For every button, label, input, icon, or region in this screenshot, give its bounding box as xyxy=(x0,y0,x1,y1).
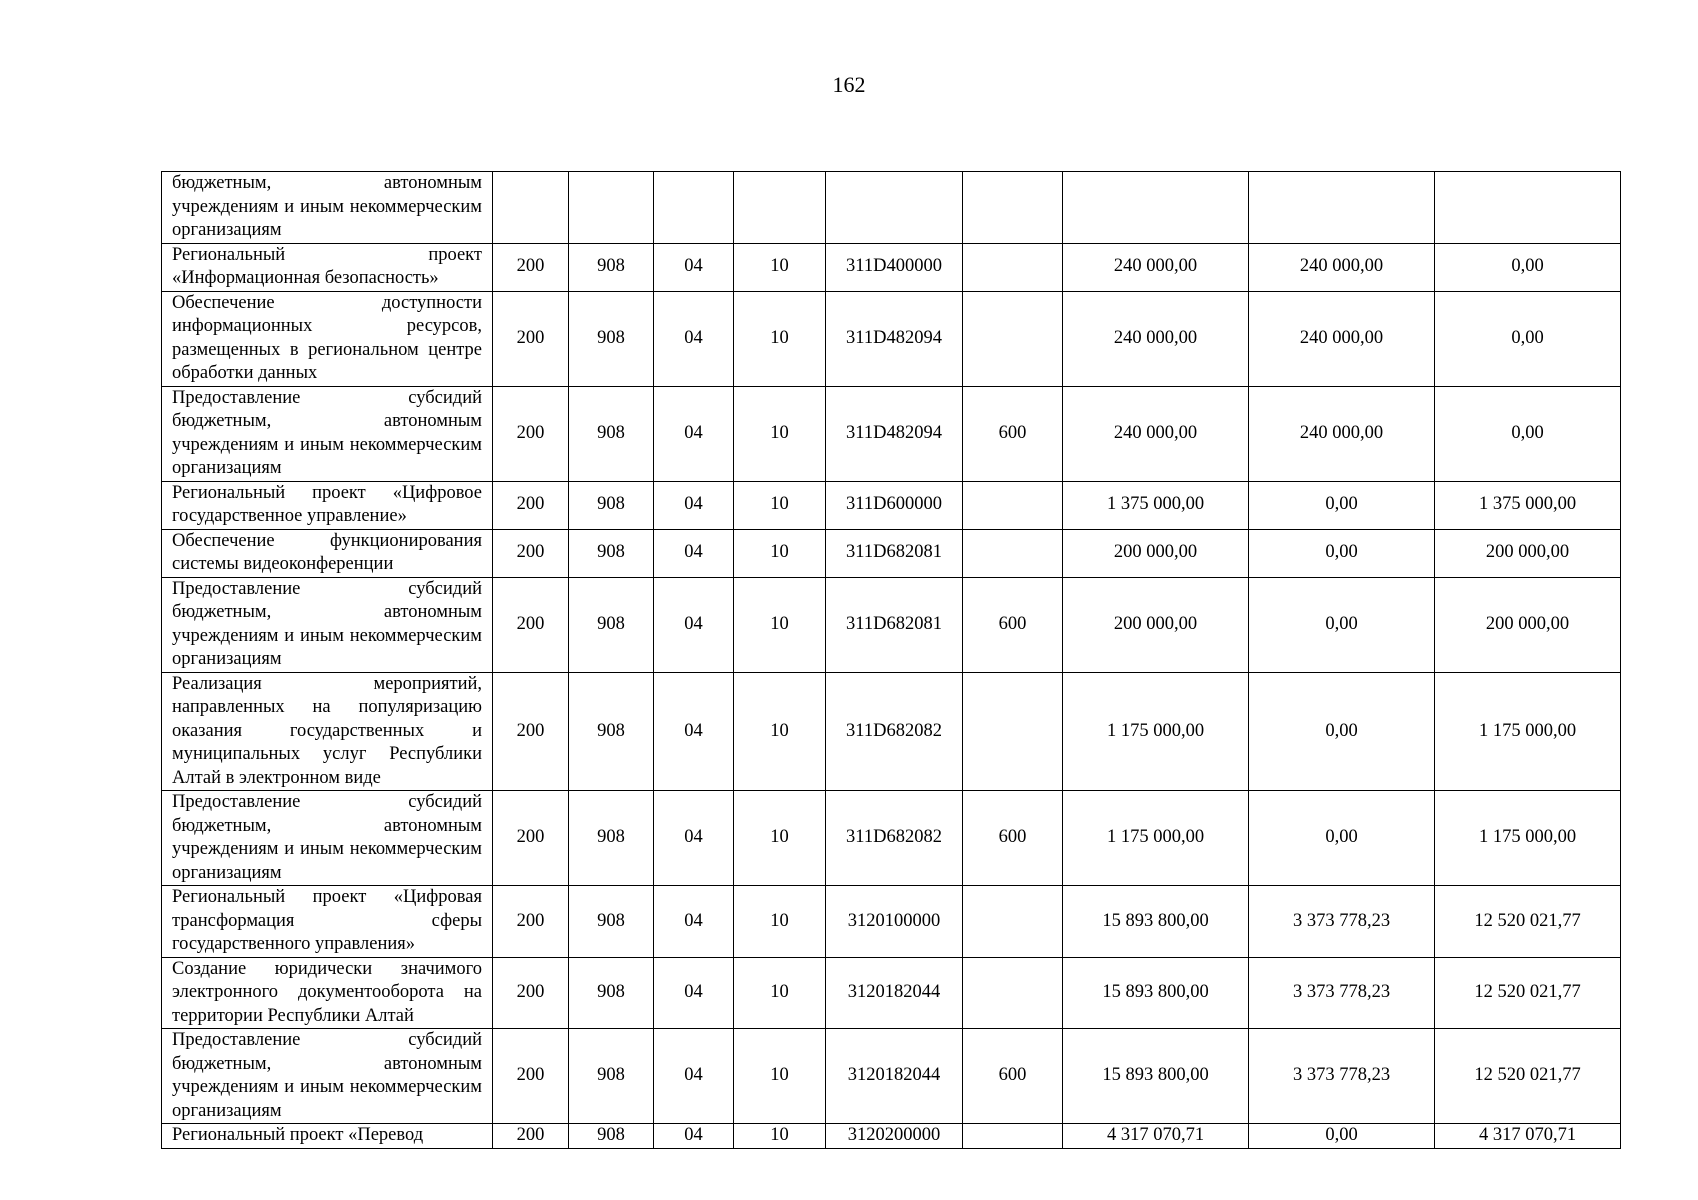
expense-type-code-cell xyxy=(963,886,1063,958)
page-number: 162 xyxy=(832,72,866,97)
expense-type-code-cell xyxy=(963,291,1063,386)
subsection-code-cell: 04 xyxy=(654,243,734,291)
table-row xyxy=(162,577,1621,672)
target-article-code-cell: 311D482094 xyxy=(826,386,963,481)
section-code-cell: 200 xyxy=(493,886,569,958)
row-name-cell: Региональный проект «Цифровое государственное управление» xyxy=(162,481,493,529)
section-code-cell: 200 xyxy=(493,957,569,1029)
ministry-code-cell: 908 xyxy=(569,1029,654,1124)
ministry-code-cell: 908 xyxy=(569,577,654,672)
row-name-cell: Реализация мероприятий, направленных на популяризацию оказания государственных и муниципальных услуг Республики Алтай в электронном виде xyxy=(162,672,493,791)
target-article-code-cell: 311D682082 xyxy=(826,791,963,886)
section-code-cell: 200 xyxy=(493,672,569,791)
expense-type-code-cell: 600 xyxy=(963,791,1063,886)
subsection-code-cell: 04 xyxy=(654,1124,734,1149)
table-row xyxy=(162,791,1621,886)
ministry-code-cell: 908 xyxy=(569,481,654,529)
amount-total-cell: 200 000,00 xyxy=(1063,529,1249,577)
subsection2-code-cell xyxy=(734,172,826,244)
row-name-cell: Предоставление субсидий бюджетным, автономным учреждениям и иным некоммерческим организациям xyxy=(162,577,493,672)
amount-regional-cell xyxy=(1435,172,1621,244)
ministry-code-cell: 908 xyxy=(569,243,654,291)
row-name-cell: бюджетным, автономным учреждениям и иным некоммерческим организациям xyxy=(162,172,493,244)
target-article-code-cell: 3120182044 xyxy=(826,957,963,1029)
target-article-code-cell: 311D600000 xyxy=(826,481,963,529)
section-code-cell: 200 xyxy=(493,1124,569,1149)
amount-federal-cell: 0,00 xyxy=(1249,672,1435,791)
expense-type-code-cell xyxy=(963,481,1063,529)
amount-total-cell: 1 175 000,00 xyxy=(1063,791,1249,886)
expense-type-code-cell xyxy=(963,957,1063,1029)
amount-federal-cell: 3 373 778,23 xyxy=(1249,1029,1435,1124)
subsection2-code-cell: 10 xyxy=(734,791,826,886)
subsection2-code-cell: 10 xyxy=(734,529,826,577)
row-name-cell: Обеспечение доступности информационных ресурсов, размещенных в региональном центре обработки данных xyxy=(162,291,493,386)
amount-total-cell: 15 893 800,00 xyxy=(1063,886,1249,958)
expense-type-code-cell: 600 xyxy=(963,386,1063,481)
subsection-code-cell: 04 xyxy=(654,386,734,481)
target-article-code-cell xyxy=(826,172,963,244)
amount-regional-cell: 0,00 xyxy=(1435,291,1621,386)
amount-regional-cell: 1 375 000,00 xyxy=(1435,481,1621,529)
subsection-code-cell: 04 xyxy=(654,886,734,958)
amount-federal-cell: 0,00 xyxy=(1249,481,1435,529)
subsection2-code-cell: 10 xyxy=(734,1124,826,1149)
amount-federal-cell: 0,00 xyxy=(1249,529,1435,577)
amount-federal-cell: 0,00 xyxy=(1249,1124,1435,1149)
target-article-code-cell: 3120100000 xyxy=(826,886,963,958)
table-row xyxy=(162,172,1621,244)
table-row xyxy=(162,957,1621,1029)
target-article-code-cell: 311D482094 xyxy=(826,291,963,386)
ministry-code-cell: 908 xyxy=(569,886,654,958)
section-code-cell: 200 xyxy=(493,791,569,886)
row-name-cell: Обеспечение функционирования системы видеоконференции xyxy=(162,529,493,577)
ministry-code-cell: 908 xyxy=(569,672,654,791)
amount-regional-cell: 200 000,00 xyxy=(1435,577,1621,672)
subsection-code-cell: 04 xyxy=(654,1029,734,1124)
amount-regional-cell: 1 175 000,00 xyxy=(1435,791,1621,886)
row-name-cell: Создание юридически значимого электронного документооборота на территории Республики Алтай xyxy=(162,957,493,1029)
amount-total-cell xyxy=(1063,172,1249,244)
subsection-code-cell: 04 xyxy=(654,577,734,672)
amount-regional-cell: 4 317 070,71 xyxy=(1435,1124,1621,1149)
subsection2-code-cell: 10 xyxy=(734,577,826,672)
expense-type-code-cell xyxy=(963,672,1063,791)
table-row xyxy=(162,1124,1621,1149)
section-code-cell: 200 xyxy=(493,386,569,481)
subsection2-code-cell: 10 xyxy=(734,672,826,791)
amount-total-cell: 240 000,00 xyxy=(1063,386,1249,481)
subsection-code-cell: 04 xyxy=(654,791,734,886)
subsection-code-cell: 04 xyxy=(654,291,734,386)
table-row xyxy=(162,886,1621,958)
subsection-code-cell: 04 xyxy=(654,672,734,791)
amount-total-cell: 200 000,00 xyxy=(1063,577,1249,672)
amount-federal-cell: 0,00 xyxy=(1249,577,1435,672)
target-article-code-cell: 3120200000 xyxy=(826,1124,963,1149)
expense-type-code-cell: 600 xyxy=(963,1029,1063,1124)
amount-regional-cell: 0,00 xyxy=(1435,386,1621,481)
section-code-cell: 200 xyxy=(493,577,569,672)
table-body xyxy=(162,172,1621,1149)
table-row xyxy=(162,1029,1621,1124)
subsection2-code-cell: 10 xyxy=(734,481,826,529)
section-code-cell: 200 xyxy=(493,243,569,291)
budget-table xyxy=(161,171,1621,1149)
amount-total-cell: 240 000,00 xyxy=(1063,291,1249,386)
subsection2-code-cell: 10 xyxy=(734,1029,826,1124)
table-row xyxy=(162,481,1621,529)
table-row xyxy=(162,672,1621,791)
section-code-cell: 200 xyxy=(493,1029,569,1124)
ministry-code-cell: 908 xyxy=(569,1124,654,1149)
amount-total-cell: 1 375 000,00 xyxy=(1063,481,1249,529)
row-name-cell: Предоставление субсидий бюджетным, автономным учреждениям и иным некоммерческим организациям xyxy=(162,791,493,886)
expense-type-code-cell: 600 xyxy=(963,577,1063,672)
subsection2-code-cell: 10 xyxy=(734,886,826,958)
amount-regional-cell: 200 000,00 xyxy=(1435,529,1621,577)
expense-type-code-cell xyxy=(963,1124,1063,1149)
section-code-cell: 200 xyxy=(493,481,569,529)
amount-federal-cell: 3 373 778,23 xyxy=(1249,886,1435,958)
row-name-cell: Региональный проект «Цифровая трансформация сферы государственного управления» xyxy=(162,886,493,958)
expense-type-code-cell xyxy=(963,243,1063,291)
amount-regional-cell: 12 520 021,77 xyxy=(1435,886,1621,958)
row-name-cell: Региональный проект «Перевод xyxy=(162,1124,493,1149)
section-code-cell xyxy=(493,172,569,244)
subsection2-code-cell: 10 xyxy=(734,957,826,1029)
ministry-code-cell: 908 xyxy=(569,386,654,481)
amount-regional-cell: 12 520 021,77 xyxy=(1435,1029,1621,1124)
amount-total-cell: 4 317 070,71 xyxy=(1063,1124,1249,1149)
amount-federal-cell: 3 373 778,23 xyxy=(1249,957,1435,1029)
amount-regional-cell: 12 520 021,77 xyxy=(1435,957,1621,1029)
amount-federal-cell xyxy=(1249,172,1435,244)
row-name-cell: Региональный проект «Информационная безопасность» xyxy=(162,243,493,291)
section-code-cell: 200 xyxy=(493,291,569,386)
expense-type-code-cell xyxy=(963,529,1063,577)
expense-type-code-cell xyxy=(963,172,1063,244)
ministry-code-cell xyxy=(569,172,654,244)
amount-federal-cell: 240 000,00 xyxy=(1249,386,1435,481)
ministry-code-cell: 908 xyxy=(569,291,654,386)
subsection-code-cell: 04 xyxy=(654,481,734,529)
table-row xyxy=(162,291,1621,386)
target-article-code-cell: 311D682081 xyxy=(826,529,963,577)
amount-federal-cell: 240 000,00 xyxy=(1249,291,1435,386)
target-article-code-cell: 311D682082 xyxy=(826,672,963,791)
amount-regional-cell: 1 175 000,00 xyxy=(1435,672,1621,791)
row-name-cell: Предоставление субсидий бюджетным, автономным учреждениям и иным некоммерческим организациям xyxy=(162,1029,493,1124)
subsection2-code-cell: 10 xyxy=(734,291,826,386)
amount-federal-cell: 0,00 xyxy=(1249,791,1435,886)
subsection2-code-cell: 10 xyxy=(734,243,826,291)
ministry-code-cell: 908 xyxy=(569,529,654,577)
subsection-code-cell: 04 xyxy=(654,957,734,1029)
amount-federal-cell: 240 000,00 xyxy=(1249,243,1435,291)
amount-total-cell: 1 175 000,00 xyxy=(1063,672,1249,791)
amount-total-cell: 15 893 800,00 xyxy=(1063,1029,1249,1124)
amount-total-cell: 15 893 800,00 xyxy=(1063,957,1249,1029)
subsection-code-cell xyxy=(654,172,734,244)
subsection-code-cell: 04 xyxy=(654,529,734,577)
ministry-code-cell: 908 xyxy=(569,791,654,886)
target-article-code-cell: 311D682081 xyxy=(826,577,963,672)
table-row xyxy=(162,529,1621,577)
amount-regional-cell: 0,00 xyxy=(1435,243,1621,291)
target-article-code-cell: 3120182044 xyxy=(826,1029,963,1124)
target-article-code-cell: 311D400000 xyxy=(826,243,963,291)
section-code-cell: 200 xyxy=(493,529,569,577)
table-row xyxy=(162,386,1621,481)
table-row xyxy=(162,243,1621,291)
ministry-code-cell: 908 xyxy=(569,957,654,1029)
amount-total-cell: 240 000,00 xyxy=(1063,243,1249,291)
row-name-cell: Предоставление субсидий бюджетным, автономным учреждениям и иным некоммерческим организациям xyxy=(162,386,493,481)
subsection2-code-cell: 10 xyxy=(734,386,826,481)
